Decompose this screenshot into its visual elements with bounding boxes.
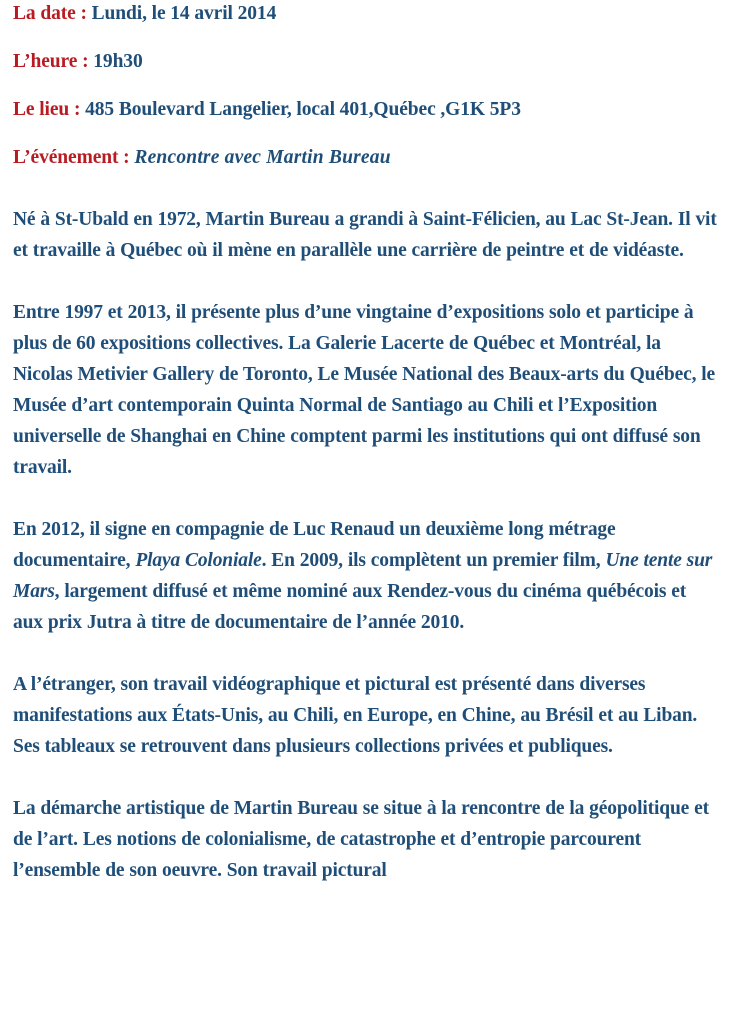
films-text-part-1: En 2012, il signe en compagnie de Luc Renaud un deuxième long métrage documentaire, bbox=[13, 519, 616, 571]
films-text-part-3: , largement diffusé et même nominé aux Rendez-vous du cinéma québécois et aux prix Jutra à titre de documentaire de l’année 2010. bbox=[13, 581, 687, 633]
date-value: Lundi, le 14 avril 2014 bbox=[91, 3, 277, 24]
info-line-date bbox=[13, 2, 720, 26]
film-title-une-tente-sur-mars: Une tente sur Mars bbox=[13, 550, 713, 602]
paragraph-biography-origin: Né à St-Ubald en 1972, Martin Bureau a grandi à Saint-Félicien, au Lac St-Jean. Il vit et travaille à Québec où il mène en parallèle une carrière de peintre et de vidéaste. bbox=[13, 209, 717, 261]
film-title-playa-coloniale: Playa Coloniale bbox=[135, 550, 262, 571]
paragraph-films bbox=[13, 514, 720, 638]
info-line-place bbox=[13, 98, 720, 122]
info-line-event bbox=[13, 146, 720, 170]
paragraph-artistic-approach: La démarche artistique de Martin Bureau se situe à la rencontre de la géopolitique et de l’art. Les notions de colonialisme, de catastrophe et d’entropie parcourent l’ensemble de son oeuvre. Son travail pictural bbox=[13, 798, 709, 881]
paragraph-exhibitions: Entre 1997 et 2013, il présente plus d’une vingtaine d’expositions solo et participe à plus de 60 expositions collectives. La Galerie Lacerte de Québec et Montréal, la Nicolas Metivier Gallery de Toronto, Le Musée National des Beaux-arts du Québec, le Musée d’art contemporain Quinta Normal de Santiago au Chili et l’Exposition universelle de Shanghai en Chine comptent parmi les institutions qui ont diffusé son travail. bbox=[13, 302, 716, 478]
event-label: L’événement : bbox=[13, 147, 130, 168]
time-label: L’heure : bbox=[13, 51, 89, 72]
time-value: 19h30 bbox=[93, 51, 143, 72]
event-info-block bbox=[13, 0, 720, 170]
place-value: 485 Boulevard Langelier, local 401,Québec ,G1K 5P3 bbox=[85, 99, 521, 120]
info-line-time bbox=[13, 50, 720, 74]
films-text-part-2: . En 2009, ils complètent un premier film, bbox=[261, 550, 606, 571]
biography-body bbox=[13, 204, 720, 886]
paragraph-international: A l’étranger, son travail vidéographique et pictural est présenté dans diverses manifestations aux États-Unis, au Chili, en Europe, en Chine, au Brésil et au Liban. Ses tableaux se retrouvent dans plusieurs collections privées et publiques. bbox=[13, 674, 698, 757]
place-label: Le lieu : bbox=[13, 99, 81, 120]
date-label: La date : bbox=[13, 3, 87, 24]
event-value: Rencontre avec Martin Bureau bbox=[134, 147, 391, 168]
